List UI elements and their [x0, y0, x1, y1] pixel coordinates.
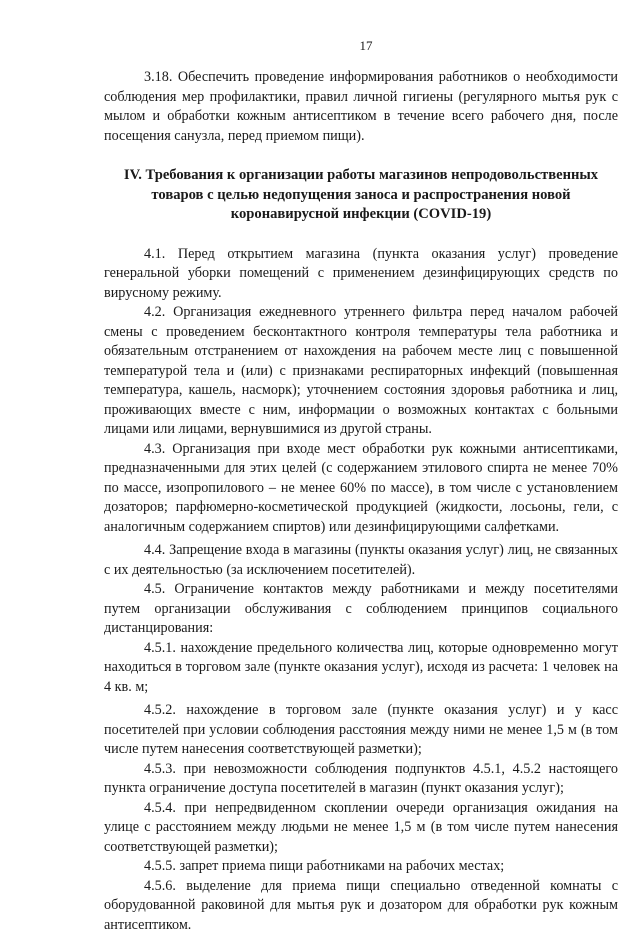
page-number: 17: [104, 38, 618, 54]
section-heading-line-3: коронавирусной инфекции (COVID-19): [104, 205, 618, 225]
section-heading-line-2: товаров с целью недопущения заноса и распространения новой: [104, 186, 618, 206]
paragraph-4-5-5: 4.5.5. запрет приема пищи работниками на рабочих местах;: [104, 857, 618, 877]
paragraph-4-5: 4.5. Ограничение контактов между работниками и между посетителями путем организации обслуживания с соблюдением принципов социального дистанцирования:: [104, 580, 618, 639]
paragraph-4-5-6: 4.5.6. выделение для приема пищи специально отведенной комнаты с оборудованной раковиной для мытья рук и дозатором для обработки рук кожным антисептиком.: [104, 877, 618, 935]
paragraph-4-4: 4.4. Запрещение входа в магазины (пункты оказания услуг) лиц, не связанных с их деятельностью (за исключением посетителей).: [104, 541, 618, 580]
paragraph-4-5-1: 4.5.1. нахождение предельного количества лиц, которые одновременно могут находиться в торговом зале (пункте оказания услуг), исходя из расчета: 1 человек на 4 кв. м;: [104, 639, 618, 698]
section-heading-line-1: IV. Требования к организации работы магазинов непродовольственных: [104, 166, 618, 186]
paragraph-3-18: 3.18. Обеспечить проведение информирования работников о необходимости соблюдения мер профилактики, правил личной гигиены (регулярного мытья рук с мылом и обработки кожным антисептиком в течение всего рабочего дня, после посещения санузла, перед приемом пищи).: [104, 68, 618, 146]
paragraph-4-5-2: 4.5.2. нахождение в торговом зале (пункте оказания услуг) и у касс посетителей при условии соблюдения расстояния между ними не менее 1,5 м (в том числе путем нанесения соответствующей разметки);: [104, 701, 618, 760]
paragraph-4-5-3: 4.5.3. при невозможности соблюдения подпунктов 4.5.1, 4.5.2 настоящего пункта ограничение доступа посетителей в магазин (пункт оказания услуг);: [104, 760, 618, 799]
paragraph-4-1: 4.1. Перед открытием магазина (пункта оказания услуг) проведение генеральной уборки помещений с применением дезинфицирующих средств по вирусному режиму.: [104, 245, 618, 304]
paragraph-4-3: 4.3. Организация при входе мест обработки рук кожными антисептиками, предназначенными для этих целей (с содержанием этилового спирта не менее 70% по массе, изопропилового – не менее 60% по массе), в том числе с установлением дозаторов; парфюмерно-косметической продукцией (жидкости, лосьоны, гели, с аналогичным содержанием спиртов) или дезинфицирующими салфетками.: [104, 440, 618, 538]
document-body: [104, 68, 618, 935]
paragraph-4-2: 4.2. Организация ежедневного утреннего фильтра перед началом рабочей смены с проведением бесконтактного контроля температуры тела работника и обязательным отстранением от нахождения на рабочем месте лиц с повышенной температурой тела и (или) с признаками респираторных инфекций (повышенная температура, кашель, насморк); уточнением состояния здоровья работника и лиц, проживающих вместе с ним, информации о возможных контактах с больными лицами или лицами, вернувшимися из другой страны.: [104, 303, 618, 440]
section-heading: [104, 166, 618, 225]
paragraph-4-5-4: 4.5.4. при непредвиденном скоплении очереди организация ожидания на улице с расстоянием между людьми не менее 1,5 м (в том числе путем нанесения соответствующей разметки);: [104, 799, 618, 858]
